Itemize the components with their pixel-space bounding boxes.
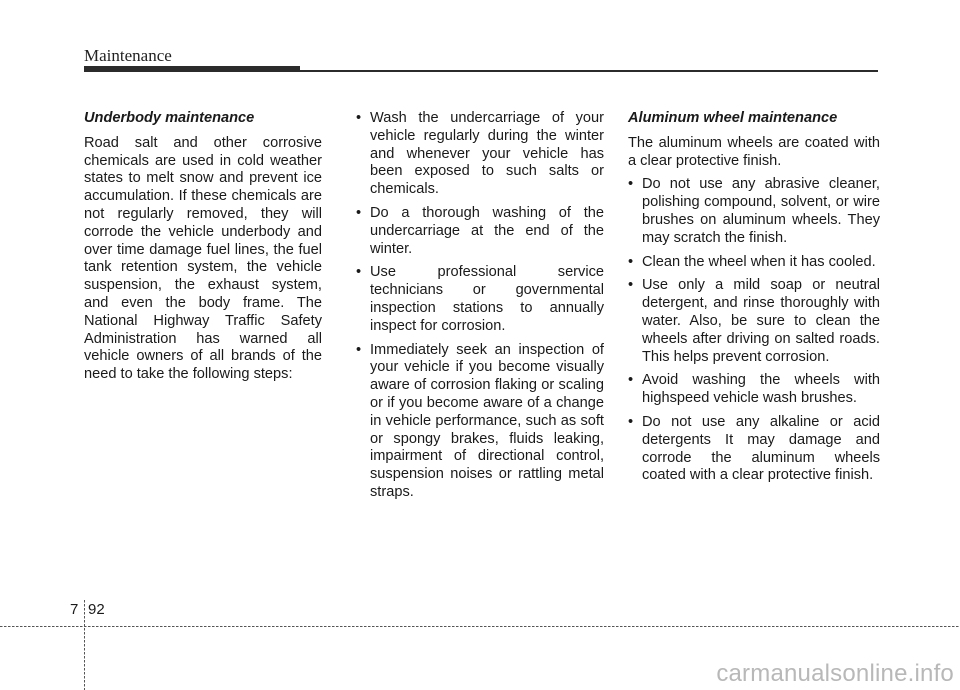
column-underbody xyxy=(84,110,322,384)
list-item: • Clean the wheel when it has cooled. xyxy=(628,254,880,272)
aluminum-heading: Aluminum wheel maintenance xyxy=(628,110,838,126)
list-item: • Wash the undercarriage of your vehicle regularly during the winter and whenever your vehicle has been exposed to such salts or chemicals. xyxy=(356,110,604,199)
list-item: • Do a thorough washing of the undercarriage at the end of the winter. xyxy=(356,205,604,258)
column-aluminum xyxy=(628,110,880,491)
aluminum-list xyxy=(628,176,880,485)
footer-vertical-rule xyxy=(84,600,85,690)
list-item: • Immediately seek an inspection of your vehicle if you become visually aware of corrosion flaking or scaling or if you become aware of a change in vehicle performance, such as soft or spongy brakes, fluids leaking, impairment of directional control, suspension noises or rattling metal straps. xyxy=(356,342,604,502)
header-rule-thick xyxy=(84,66,300,72)
list-item: • Use only a mild soap or neutral detergent, and rinse thoroughly with water. Also, be sure to clean the wheels after driving on salted roads. This helps prevent corrosion. xyxy=(628,277,880,366)
page-header-title: Maintenance xyxy=(84,46,172,65)
list-item: • Do not use any abrasive cleaner, polishing compound, solvent, or wire brushes on aluminum wheels. They may scratch the finish. xyxy=(628,176,880,247)
watermark: carmanualsonline.info xyxy=(716,660,954,687)
chapter-number: 7 xyxy=(70,601,79,618)
list-item: • Avoid washing the wheels with highspeed vehicle wash brushes. xyxy=(628,372,880,408)
aluminum-intro: The aluminum wheels are coated with a clear protective finish. xyxy=(628,134,880,169)
header-rule-thin xyxy=(300,70,878,72)
footer-rule xyxy=(0,626,960,627)
list-item: • Use professional service technicians or governmental inspection stations to annually inspect for corrosion. xyxy=(356,264,604,335)
page-number: 92 xyxy=(88,601,105,618)
underbody-heading: Underbody maintenance xyxy=(84,110,255,126)
list-item: • Do not use any alkaline or acid detergents It may damage and corrode the aluminum wheels coated with a clear protective finish. xyxy=(628,414,880,485)
underbody-steps-list xyxy=(356,110,604,502)
column-underbody-steps xyxy=(356,110,604,508)
underbody-intro: Road salt and other corrosive chemicals are used in cold weather states to melt snow and prevent ice accumulation. If these chemicals are not regularly removed, they will corrode the vehicle underbody and over time damage fuel lines, the fuel tank retention system, the vehicle suspension, the exhaust system, and even the body frame. The National Highway Traffic Safety Administration has warned all vehicle owners of all brands of the need to take the following steps: xyxy=(84,134,322,383)
